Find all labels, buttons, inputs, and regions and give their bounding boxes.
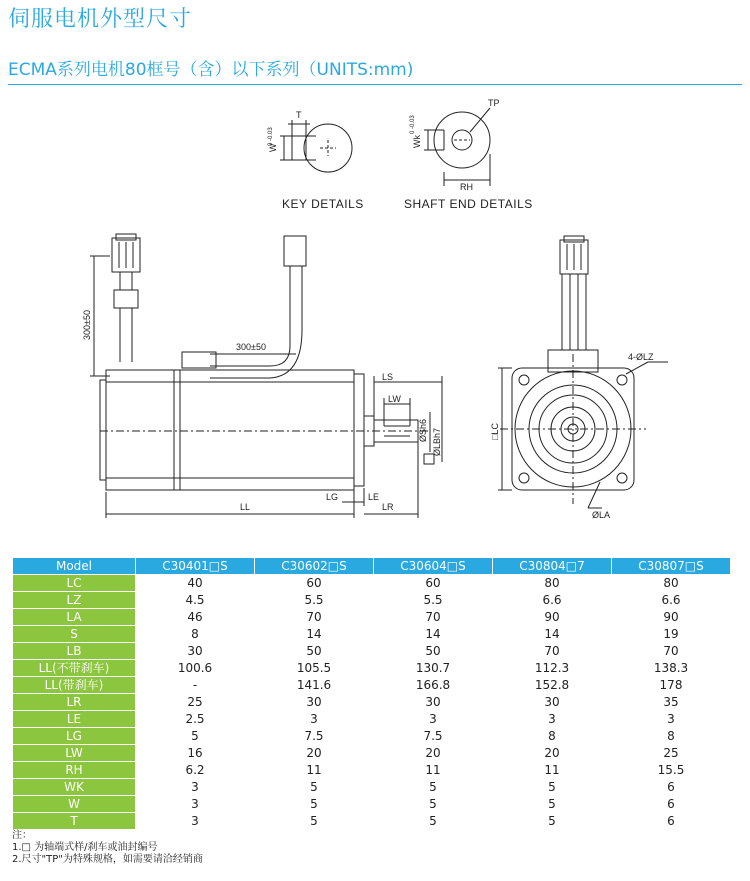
page-title: 伺服电机外型尺寸: [8, 7, 193, 32]
table-cell: 5: [255, 813, 374, 830]
table-cell: 5: [374, 796, 493, 813]
shaft-end-drawing: [424, 108, 490, 186]
table-cell: 130.7: [374, 660, 493, 677]
table-cell: 105.5: [255, 660, 374, 677]
table-cell: 152.8: [493, 677, 612, 694]
shaft-wk-label: Wk: [412, 135, 422, 148]
key-w-tolerance: 0 -0.03: [268, 127, 274, 146]
table-cell: 5: [374, 779, 493, 796]
table-row: [13, 796, 731, 813]
table-cell: 90: [612, 609, 731, 626]
row-label: LE: [13, 711, 136, 728]
shaft-rh-label: RH: [460, 182, 473, 192]
key-details-caption: KEY DETAILS: [282, 197, 364, 211]
table-cell: 6: [612, 813, 731, 830]
ls-label: LS: [382, 372, 394, 382]
table-cell: 7.5: [255, 728, 374, 745]
table-cell: 5: [255, 796, 374, 813]
key-detail-drawing: [280, 120, 352, 172]
table-cell: 3: [612, 711, 731, 728]
table-row: [13, 677, 731, 694]
table-cell: 8: [493, 728, 612, 745]
lb-label: ØLBh7: [432, 427, 442, 456]
table-row: [13, 660, 731, 677]
lr-label: LR: [382, 502, 394, 512]
column-header: C30804□7: [493, 558, 612, 575]
table-cell: 2.5: [136, 711, 255, 728]
title-divider: [8, 84, 742, 85]
table-cell: 50: [255, 643, 374, 660]
table-cell: 30: [374, 694, 493, 711]
table-cell: 8: [612, 728, 731, 745]
column-header: C30602□S: [255, 558, 374, 575]
le-label: LE: [368, 492, 380, 502]
table-body: [13, 575, 731, 830]
table-cell: 25: [612, 745, 731, 762]
table-cell: 25: [136, 694, 255, 711]
table-row: [13, 626, 731, 643]
table-cell: 3: [136, 779, 255, 796]
table-cell: 138.3: [612, 660, 731, 677]
table-cell: 5.5: [374, 592, 493, 609]
motor-front-view: [498, 236, 668, 508]
table-cell: 70: [612, 643, 731, 660]
table-cell: 5: [374, 813, 493, 830]
table-cell: 20: [493, 745, 612, 762]
table-cell: 46: [136, 609, 255, 626]
row-label: LR: [13, 694, 136, 711]
table-cell: 80: [612, 575, 731, 592]
cable-length-horizontal-label: 300±50: [236, 342, 266, 352]
table-cell: 30: [136, 643, 255, 660]
row-label: LB: [13, 643, 136, 660]
table-cell: 5: [136, 728, 255, 745]
shaft-diameter-label: ØSh6: [418, 418, 428, 442]
shaft-wk-tolerance: 0 -0.03: [410, 115, 416, 134]
table-cell: 20: [255, 745, 374, 762]
table-cell: 90: [493, 609, 612, 626]
page-subtitle: ECMA系列电机80框号（含）以下系列（UNITS:mm): [8, 60, 414, 80]
table-cell: 6.6: [612, 592, 731, 609]
table-cell: 5: [255, 779, 374, 796]
table-cell: 100.6: [136, 660, 255, 677]
table-row: [13, 779, 731, 796]
table-cell: 80: [493, 575, 612, 592]
table-cell: 19: [612, 626, 731, 643]
key-t-label: T: [296, 110, 302, 120]
table-cell: 30: [493, 694, 612, 711]
note-2: 2.尺寸"TP"为特殊规格，如需要请洽经销商: [12, 854, 203, 865]
table-cell: 8: [136, 626, 255, 643]
notes: [12, 830, 203, 866]
table-cell: 70: [493, 643, 612, 660]
table-cell: 14: [493, 626, 612, 643]
table-cell: 4.5: [136, 592, 255, 609]
dimension-table: [12, 557, 731, 830]
row-label: LA: [13, 609, 136, 626]
table-row: [13, 592, 731, 609]
table-cell: 6: [612, 796, 731, 813]
table-cell: 6.6: [493, 592, 612, 609]
lw-label: LW: [388, 394, 401, 404]
table-row: [13, 643, 731, 660]
model-header: Model: [13, 558, 136, 575]
row-label: LW: [13, 745, 136, 762]
table-cell: 3: [136, 796, 255, 813]
note-1: 1.□ 为轴端式样/刹车或油封编号: [12, 842, 158, 853]
table-cell: 5: [493, 779, 612, 796]
table-row: [13, 694, 731, 711]
table-cell: 35: [612, 694, 731, 711]
column-header: C30604□S: [374, 558, 493, 575]
row-label: RH: [13, 762, 136, 779]
table-cell: -: [136, 677, 255, 694]
table-row: [13, 762, 731, 779]
notes-heading: 注：: [12, 830, 32, 841]
table-cell: 7.5: [374, 728, 493, 745]
table-cell: 70: [255, 609, 374, 626]
cable-length-vertical-label: 300±50: [82, 310, 92, 340]
table-cell: 16: [136, 745, 255, 762]
row-label: LG: [13, 728, 136, 745]
table-row: [13, 711, 731, 728]
table-cell: 6: [612, 779, 731, 796]
table-cell: 11: [374, 762, 493, 779]
table-cell: 20: [374, 745, 493, 762]
table-cell: 11: [255, 762, 374, 779]
table-cell: 5: [493, 796, 612, 813]
row-label: WK: [13, 779, 136, 796]
table-cell: 3: [255, 711, 374, 728]
row-label: LC: [13, 575, 136, 592]
ll-label: LL: [240, 502, 251, 512]
dimension-drawings: [0, 90, 750, 550]
table-cell: 166.8: [374, 677, 493, 694]
column-header: C30807□S: [612, 558, 731, 575]
table-cell: 15.5: [612, 762, 731, 779]
table-cell: 141.6: [255, 677, 374, 694]
shaft-end-details-caption: SHAFT END DETAILS: [404, 197, 533, 211]
row-label: T: [13, 813, 136, 830]
table-row: [13, 609, 731, 626]
table-cell: 112.3: [493, 660, 612, 677]
table-cell: 40: [136, 575, 255, 592]
table-cell: 3: [493, 711, 612, 728]
table-cell: 178: [612, 677, 731, 694]
table-cell: 6.2: [136, 762, 255, 779]
key-w-label: W: [268, 143, 278, 152]
lg-label: LG: [326, 492, 339, 502]
table-cell: 60: [374, 575, 493, 592]
table-cell: 14: [255, 626, 374, 643]
column-header: C30401□S: [136, 558, 255, 575]
table-row: [13, 728, 731, 745]
shaft-tp-label: TP: [488, 98, 500, 108]
table-cell: 30: [255, 694, 374, 711]
row-label: LZ: [13, 592, 136, 609]
table-row: [13, 575, 731, 592]
table-cell: 3: [136, 813, 255, 830]
row-label: LL(不带刹车): [13, 660, 136, 677]
table-cell: 5: [493, 813, 612, 830]
table-cell: 5.5: [255, 592, 374, 609]
table-cell: 14: [374, 626, 493, 643]
table-cell: 11: [493, 762, 612, 779]
table-row: [13, 745, 731, 762]
table-cell: 50: [374, 643, 493, 660]
lc-label: □LC: [490, 423, 500, 440]
row-label: LL(带刹车): [13, 677, 136, 694]
table-cell: 3: [374, 711, 493, 728]
la-label: ØLA: [592, 510, 611, 520]
table-row: [13, 813, 731, 830]
table-cell: 70: [374, 609, 493, 626]
row-label: S: [13, 626, 136, 643]
table-cell: 60: [255, 575, 374, 592]
table-header-row: [13, 558, 731, 575]
lz-label: 4-ØLZ: [628, 352, 654, 362]
row-label: W: [13, 796, 136, 813]
